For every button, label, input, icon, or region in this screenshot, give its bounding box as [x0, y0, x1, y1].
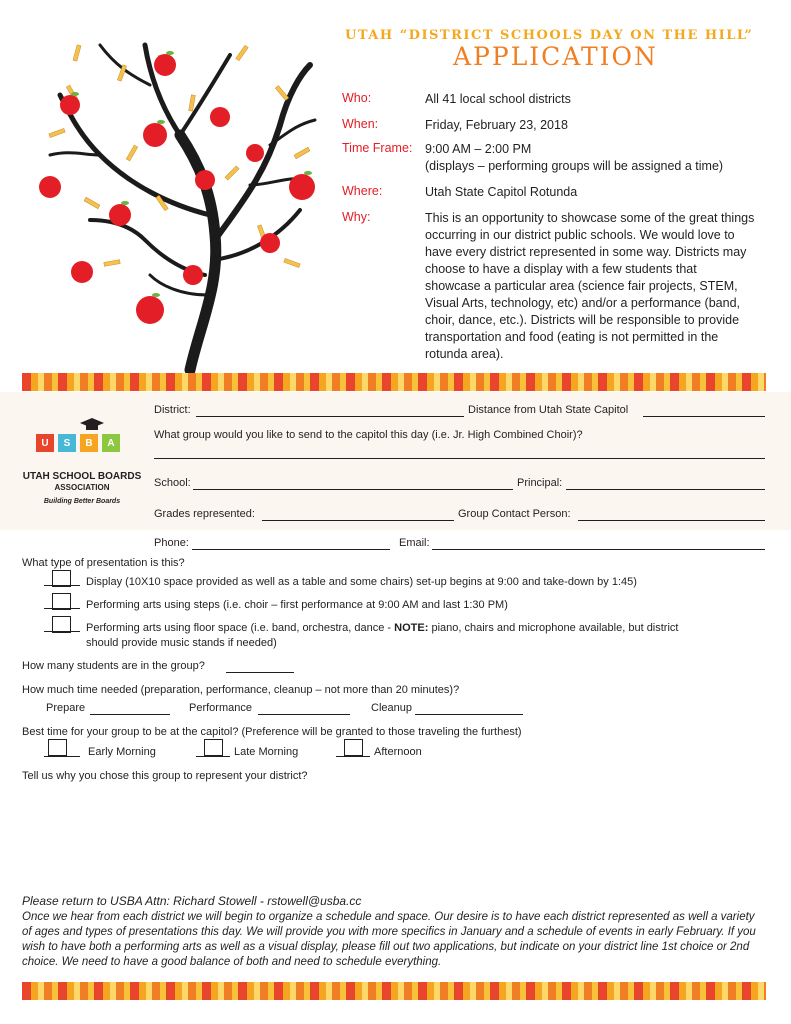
floor-checkbox-line	[44, 616, 80, 632]
afternoon-line	[336, 741, 370, 757]
prepare-label: Prepare	[46, 702, 86, 714]
why-question: Tell us why you chose this group to represent your district?	[22, 770, 308, 782]
decorative-stripe-top	[22, 373, 766, 391]
time-question: How much time needed (preparation, performance, cleanup – not more than 20 minutes)?	[22, 684, 460, 696]
principal-label: Principal:	[517, 477, 563, 489]
event-subtitle: UTAH “DISTRICT SCHOOLS DAY ON THE HILL”	[345, 28, 754, 43]
floor-note-label: NOTE:	[394, 622, 429, 634]
why-answer-area[interactable]	[22, 790, 771, 884]
presentation-question: What type of presentation is this?	[22, 557, 185, 569]
who-value: All 41 local school districts	[425, 92, 571, 106]
early-morning-option: Early Morning	[88, 746, 156, 758]
page-title: APPLICATION	[453, 42, 658, 71]
floor-note-text: piano, chairs and microphone available, but district	[428, 622, 679, 634]
email-label: Email:	[399, 537, 430, 549]
logo-block-s: S	[58, 434, 76, 452]
phone-field[interactable]	[192, 537, 390, 550]
return-line: Please return to USBA Attn: Richard Stowell - rstowell@usba.cc	[22, 894, 362, 908]
logo-tagline: Building Better Boards	[43, 498, 121, 505]
district-label: District:	[154, 404, 191, 416]
logo-block-b: B	[80, 434, 98, 452]
logo-block-u: U	[36, 434, 54, 452]
when-value: Friday, February 23, 2018	[425, 118, 568, 132]
email-field[interactable]	[432, 537, 765, 550]
cleanup-field[interactable]	[415, 702, 523, 715]
school-field[interactable]	[193, 477, 513, 490]
who-label: Who:	[342, 91, 372, 105]
grades-field[interactable]	[262, 508, 454, 521]
afternoon-option: Afternoon	[374, 746, 422, 758]
principal-field[interactable]	[566, 477, 765, 490]
performance-field[interactable]	[258, 702, 350, 715]
prepare-field[interactable]	[90, 702, 170, 715]
distance-label: Distance from Utah State Capitol	[468, 404, 629, 416]
contact-field[interactable]	[578, 508, 765, 521]
late-morning-line	[196, 741, 230, 757]
students-question: How many students are in the group?	[22, 660, 205, 672]
contact-label: Group Contact Person:	[458, 508, 571, 520]
early-morning-line	[44, 741, 80, 757]
group-field[interactable]	[154, 446, 765, 459]
late-morning-option: Late Morning	[234, 746, 299, 758]
grades-label: Grades represented:	[154, 508, 255, 520]
display-option: Display (10X10 space provided as well as a table and some chairs) set-up begins at 9:00 and take-down by 1:45)	[86, 576, 637, 588]
time-frame-note: (displays – performing groups will be assigned a time)	[425, 159, 724, 173]
display-checkbox-line	[44, 570, 80, 586]
floor-option-text: Performing arts using floor space (i.e. band, orchestra, dance -	[86, 622, 395, 634]
steps-option: Performing arts using steps (i.e. choir – first performance at 9:00 AM and last 1:30 PM)	[86, 599, 508, 611]
when-label: When:	[342, 117, 379, 131]
where-label: Where:	[342, 184, 383, 198]
floor-option	[86, 622, 678, 634]
district-field[interactable]	[196, 404, 464, 417]
logo-block-a: A	[102, 434, 120, 452]
steps-checkbox-line	[44, 593, 80, 609]
time-frame-value: 9:00 AM – 2:00 PM	[425, 142, 532, 156]
logo-name: UTAH SCHOOL BOARDS	[22, 471, 142, 482]
group-question: What group would you like to send to the capitol this day (i.e. Jr. High Combined Choir)?	[154, 429, 583, 441]
school-label: School:	[154, 477, 191, 489]
distance-field[interactable]	[643, 404, 765, 417]
graduation-cap-icon	[80, 418, 104, 432]
footer-text: Once we hear from each district we will begin to organize a schedule and space. Our desire is to have each district represented as well a variety of ages and types of presentations this day. We will provide you with more specifics in January and a schedule of events in early February. If you wish to have both a performing arts as well as a visual display, please fill out two applications, but indicate on your district line 1st choice or 2nd choice. We need to have a good balance of both and need to schedule everything.	[22, 911, 756, 968]
why-value: This is an opportunity to showcase some of the great things occurring in our district public schools. We would love to have every district represented in some way. Districts may choose to have a display with a few students that showcase a particular area (science fair projects, STEM, Visual Arts, technology, etc) and/or a performance (band, choir, dance, etc.). Districts will be responsible to provide transportation and food (eating is not permitted in the rotunda area).	[425, 211, 755, 361]
logo-name2: ASSOCIATION	[54, 483, 110, 492]
performance-label: Performance	[189, 702, 252, 714]
students-field[interactable]	[226, 660, 294, 673]
apple-tree-illustration	[30, 25, 330, 375]
cleanup-label: Cleanup	[371, 702, 412, 714]
where-value: Utah State Capitol Rotunda	[425, 185, 578, 199]
decorative-stripe-bottom	[22, 982, 766, 1000]
why-label: Why:	[342, 210, 371, 224]
floor-option-continued: should provide music stands if needed)	[86, 637, 277, 649]
phone-label: Phone:	[154, 537, 189, 549]
best-time-question: Best time for your group to be at the capitol? (Preference will be granted to those traveling the furthest)	[22, 726, 522, 738]
time-frame-label: Time Frame:	[342, 141, 413, 155]
